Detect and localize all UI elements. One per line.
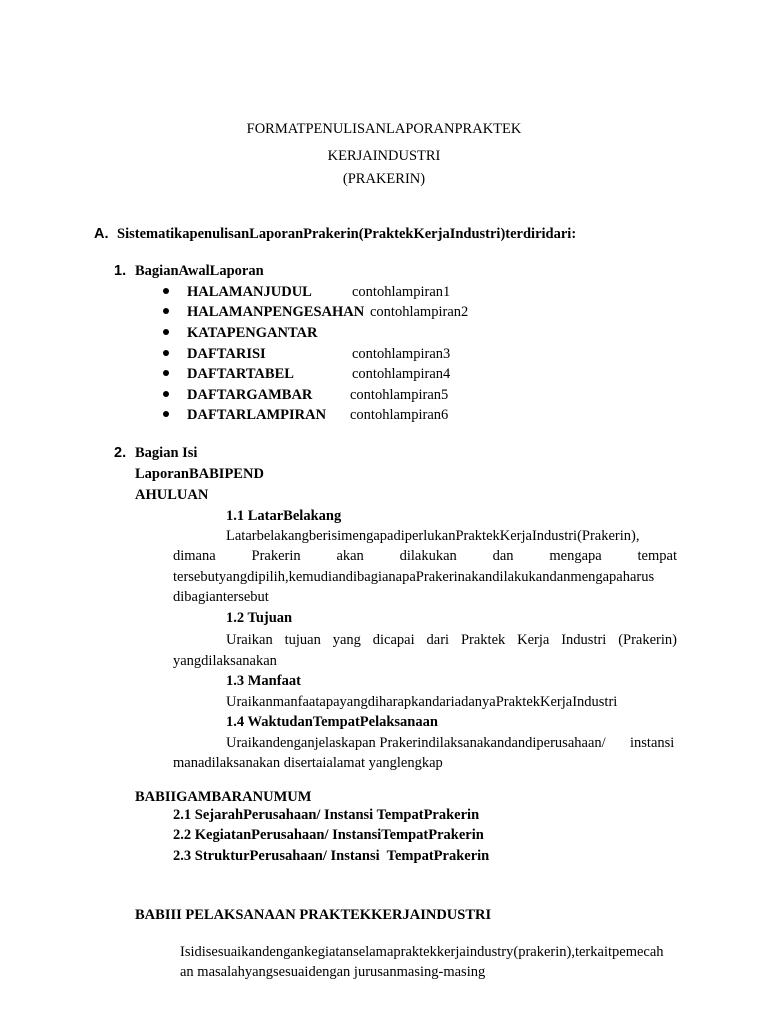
- subsection-1-2-text: yangdilaksanakan: [173, 653, 277, 669]
- list-item-note: contohlampiran1: [352, 284, 451, 300]
- bab2-item: 2.2 KegiatanPerusahaan/ InstansiTempatPrakerin: [173, 827, 484, 843]
- part2-heading-line3: AHULUAN: [135, 487, 209, 503]
- section-a-heading: SistematikapenulisanLaporanPrakerin(PraktekKerjaIndustri)terdiridari:: [117, 226, 577, 242]
- doc-title-line2: KERJAINDUSTRI: [327, 148, 441, 164]
- bab3-text: an masalahyangsesuaidengan jurusanmasing-masing: [180, 964, 486, 980]
- bullet-icon: [163, 350, 169, 356]
- word: mengapa: [549, 548, 602, 564]
- subsection-1-3-title: 1.3 Manfaat: [226, 673, 301, 689]
- part2-heading-line2: LaporanBABIPEND: [135, 466, 264, 482]
- word: Prakerin: [251, 548, 301, 564]
- bab2-item: 2.1 SejarahPerusahaan/ Instansi TempatPrakerin: [173, 807, 480, 823]
- subsection-1-4-text: instansi: [630, 735, 675, 751]
- subsection-1-1-text: dibagiantersebut: [173, 589, 269, 605]
- subsection-1-1-text: tersebutyangdipilih,kemudiandibagianapaPrakerinakandilakukandanmengapaharus: [173, 569, 655, 585]
- list-item-note: contohlampiran4: [352, 366, 451, 382]
- subsection-1-4-title: 1.4 WaktudanTempatPelaksanaan: [226, 714, 438, 730]
- list-item-label: DAFTARLAMPIRAN: [187, 407, 327, 423]
- list-item-label: DAFTARGAMBAR: [187, 387, 313, 403]
- word: dilakukan: [399, 548, 457, 564]
- subsection-1-1-title: 1.1 LatarBelakang: [226, 508, 342, 524]
- list-item-note: contohlampiran6: [350, 407, 449, 423]
- list-item-label: HALAMANPENGESAHAN: [187, 304, 365, 320]
- list-item-note: contohlampiran5: [350, 387, 449, 403]
- list-item-label: DAFTARISI: [187, 346, 266, 362]
- list-item-note: contohlampiran3: [352, 346, 451, 362]
- bab3-text: Isidisesuaikandengankegiatanselamapraktekkerjaindustry(prakerin),terkaitpemecah: [180, 944, 664, 960]
- bab2-heading: BABIIGAMBARANUMUM: [135, 789, 312, 805]
- part1-heading: BagianAwalLaporan: [135, 263, 264, 279]
- subsection-1-2-title: 1.2 Tujuan: [226, 610, 293, 626]
- word: dimana: [173, 548, 216, 564]
- doc-title-line3: (PRAKERIN): [342, 171, 426, 187]
- bullet-icon: [163, 411, 169, 417]
- subsection-1-1-text: LatarbelakangberisimengapadiperlukanPraktekKerjaIndustri(Prakerin),: [226, 528, 640, 544]
- bullet-icon: [163, 308, 169, 314]
- bullet-icon: [163, 288, 169, 294]
- list-item-label: HALAMANJUDUL: [187, 284, 312, 300]
- bullet-icon: [163, 391, 169, 397]
- word: akan: [336, 548, 364, 564]
- subsection-1-2-text: Uraikan tujuan yang dicapai dari Praktek Kerja Industri (Prakerin): [226, 632, 677, 648]
- subsection-1-1-text: [173, 546, 677, 566]
- list-item-label: KATAPENGANTAR: [187, 325, 318, 341]
- subsection-1-4-text: Uraikandenganjelaskapan Prakerindilaksanakandandiperusahaan/: [226, 735, 606, 751]
- subsection-1-4-text: manadilaksanakan disertaialamat yanglengkap: [173, 755, 443, 771]
- list-item-note: contohlampiran2: [370, 304, 469, 320]
- bullet-icon: [163, 329, 169, 335]
- doc-title-line1: FORMATPENULISANLAPORANPRAKTEK: [246, 121, 522, 137]
- bullet-icon: [163, 370, 169, 376]
- part1-number: 1.: [114, 263, 127, 279]
- part2-number: 2.: [114, 445, 127, 461]
- bab3-heading: BABIII PELAKSANAAN PRAKTEKKERJAINDUSTRI: [135, 907, 492, 923]
- part2-heading-line1: Bagian Isi: [135, 445, 198, 461]
- list-item-label: DAFTARTABEL: [187, 366, 294, 382]
- word: tempat: [637, 548, 677, 564]
- bab2-item: 2.3 StrukturPerusahaan/ Instansi TempatPrakerin: [173, 848, 490, 864]
- word: dan: [492, 548, 514, 564]
- subsection-1-3-text: UraikanmanfaatapayangdiharapkandariadanyaPraktekKerjaIndustri: [226, 694, 618, 710]
- section-a-marker: A.: [94, 226, 109, 242]
